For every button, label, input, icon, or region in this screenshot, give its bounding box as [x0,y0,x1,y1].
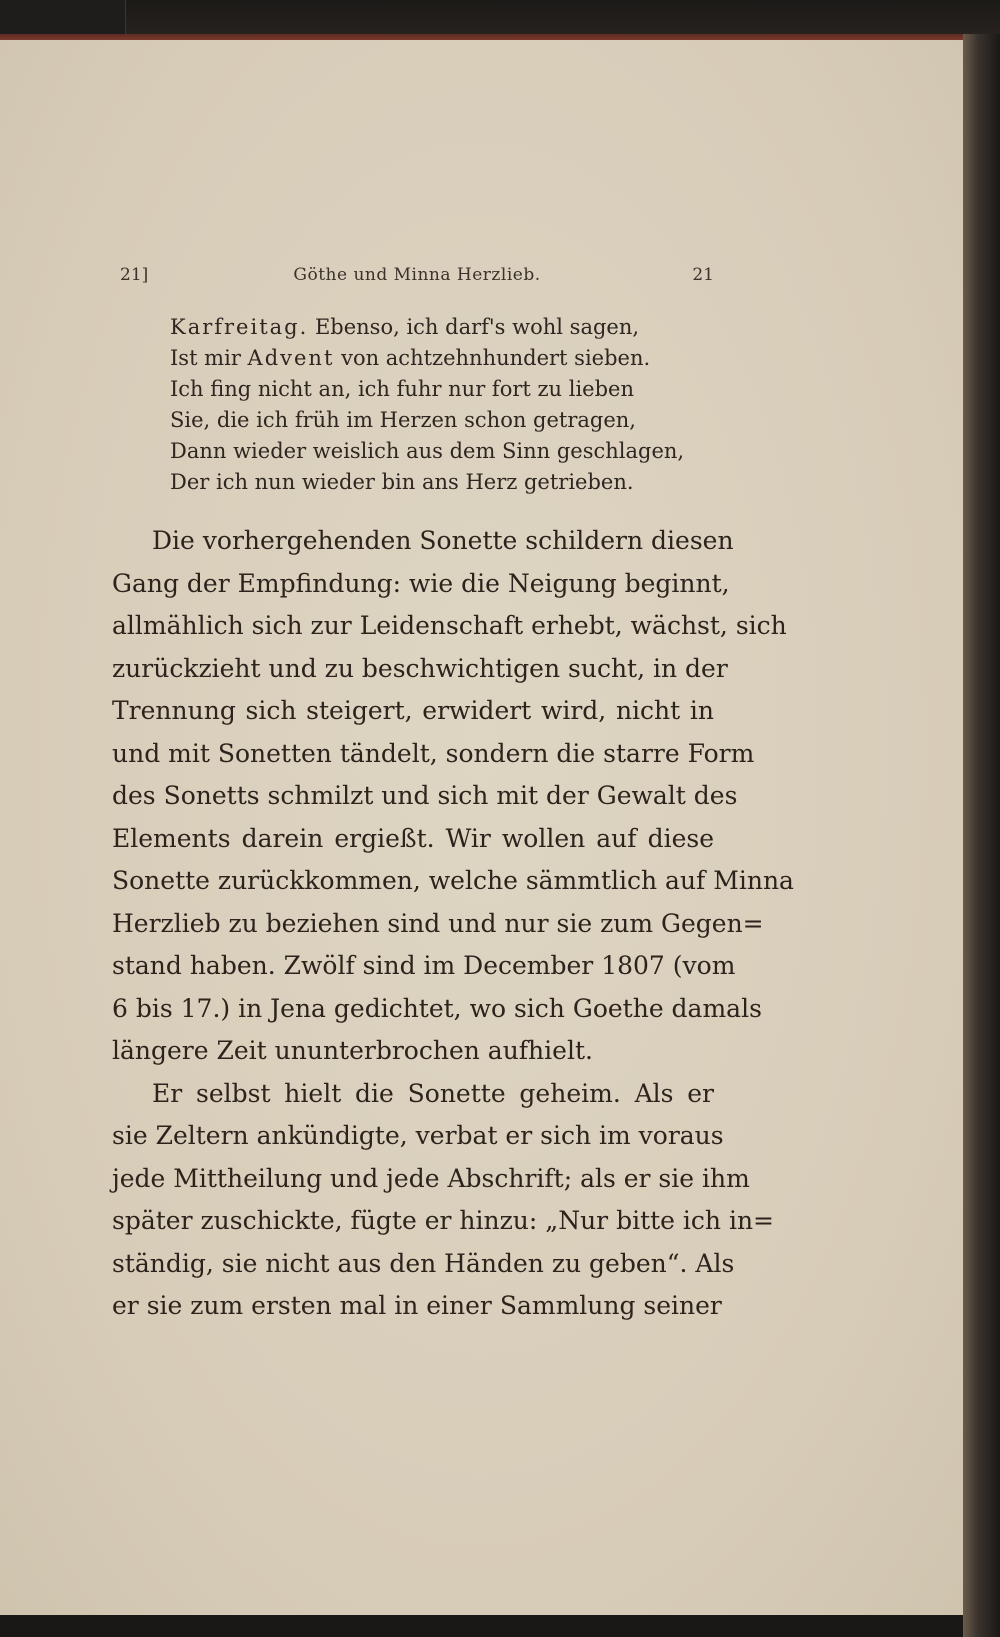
verse-line: Ist mir Advent von achtzehnhundert sieben. [170,346,651,370]
prose-line: 6 bis 17.) in Jena gedichtet, wo sich Goethe damals [112,993,762,1023]
prose-line: Die vorhergehenden Sonette schildern diesen [152,526,734,555]
prose-line: des Sonetts schmilzt und sich mit der Gewalt des [112,781,738,810]
verse-line: Der ich nun wieder bin ans Herz getrieben. [170,470,634,494]
prose-line: Sonette zurückkommen, welche sämmtlich auf Minna [112,866,794,895]
prose-line: stand haben. Zwölf sind im December 1807 (vom [112,951,736,980]
prose-line: längere Zeit ununterbrochen aufhielt. [112,1036,593,1065]
prose-line: ständig, sie nicht aus den Händen zu geben“. Als [112,1248,735,1278]
verse-line: Ich fing nicht an, ich fuhr nur fort zu lieben [170,377,635,401]
verse-line: Dann wieder weislich aus dem Sinn geschlagen, [170,439,685,463]
verse-line: Sie, die ich früh im Herzen schon getragen, [170,408,636,432]
prose-line: Herzlieb zu beziehen sind und nur sie zum Gegen= [112,908,764,938]
prose-line: später zuschickte, fügte er hinzu: „Nur bitte ich in= [112,1206,774,1235]
scan-frame-tab [0,0,126,34]
prose-line: Er selbst hielt die Sonette geheim. Als er [152,1078,714,1108]
page-number-left: 21] [120,265,149,285]
running-header [120,265,714,289]
prose-line: allmählich sich zur Leidenschaft erhebt, wächst, sich [112,611,787,640]
verse-block [170,312,710,498]
prose-line: Elements darein ergießt. Wir wollen auf diese [112,823,714,853]
prose-line: jede Mittheilung und jede Abschrift; als er sie ihm [112,1163,750,1193]
book-edge-right [963,34,1000,1637]
prose-line: sie Zeltern ankündigte, verbat er sich im voraus [112,1121,724,1150]
prose-line: Trennung sich steigert, erwidert wird, nicht in [112,696,714,725]
running-title: Göthe und Minna Herzlieb. [293,265,541,285]
verse-line: Karfreitag. Ebenso, ich darf's wohl sagen, [170,315,640,339]
page-number-right: 21 [692,265,714,285]
prose-line: Gang der Empfindung: wie die Neigung beginnt, [112,568,730,598]
prose-line: und mit Sonetten tändelt, sondern die starre Form [112,738,755,768]
scan-frame-bottom [0,1615,963,1637]
prose-line: er sie zum ersten mal in einer Sammlung seiner [112,1291,722,1320]
prose-line: zurückzieht und zu beschwichtigen sucht, in der [112,653,728,683]
prose-block [112,520,794,1328]
